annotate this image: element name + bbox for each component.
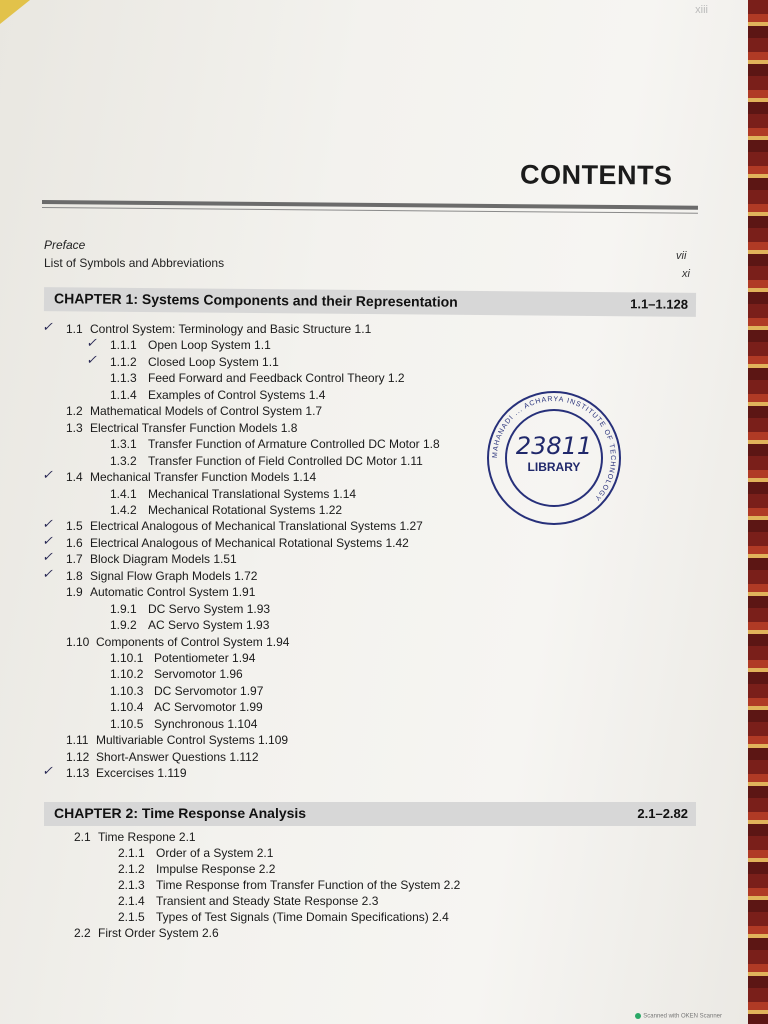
stamp-number: 23811 <box>515 432 593 460</box>
toc-entry-1-1-2 <box>110 355 279 369</box>
toc-entry-1-10 <box>66 635 289 649</box>
scanner-text: Scanned with OKEN Scanner <box>643 1014 722 1020</box>
toc-entry-1-1-4 <box>110 388 325 402</box>
toc-entry-text: Signal Flow Graph Models 1.72 <box>90 568 258 583</box>
toc-entry-text: Transfer Function of Field Controlled DC Motor 1.11 <box>148 453 423 468</box>
toc-entry-text: Open Loop System 1.1 <box>148 338 271 353</box>
toc-entry-text: Block Diagram Models 1.51 <box>90 552 237 567</box>
toc-entry-number: 1.13 <box>66 766 90 781</box>
toc-entry-1-10-5 <box>110 717 257 731</box>
toc-entry-text: Excercises 1.119 <box>96 766 187 781</box>
toc-entry-2-1 <box>74 830 196 844</box>
toc-entry-number: 1.9 <box>66 585 83 600</box>
toc-entry-1-3 <box>66 421 297 435</box>
toc-entry-1-1-3 <box>110 371 405 385</box>
toc-entry-1-9-2 <box>110 618 269 632</box>
chapter-1-heading <box>44 287 696 317</box>
toc-entry-text: Automatic Control System 1.91 <box>90 585 256 600</box>
toc-entry-number: 1.10 <box>66 634 90 649</box>
toc-entry-text: Electrical Analogous of Mechanical Translational Systems 1.27 <box>90 519 423 534</box>
toc-entry-2-2 <box>74 926 219 940</box>
toc-entry-text: AC Servomotor 1.99 <box>154 700 263 715</box>
handwritten-check-icon: ✓ <box>42 516 53 532</box>
scanner-logo-icon <box>635 1013 641 1019</box>
handwritten-check-icon: ✓ <box>42 319 53 334</box>
stamp-ring-text: MAHANADI ... ACHARYA INSTITUTE OF TECHNOLOGY <box>491 395 617 503</box>
toc-entry-number: 2.1.2 <box>118 862 145 876</box>
toc-entry-number: 1.6 <box>66 535 83 550</box>
toc-entry-text: Transient and Steady State Response 2.3 <box>156 894 379 908</box>
toc-entry-text: Closed Loop System 1.1 <box>148 354 279 369</box>
toc-entry-number: 1.8 <box>66 568 83 583</box>
front-preface: Preface <box>44 238 86 252</box>
chapter-1-range: 1.1–1.128 <box>630 296 689 312</box>
toc-entry-number: 1.1.1 <box>110 338 137 353</box>
toc-entry-text: Electrical Analogous of Mechanical Rotational Systems 1.42 <box>90 535 409 550</box>
toc-entry-number: 1.3 <box>66 420 83 435</box>
toc-entry-number: 1.3.2 <box>110 453 137 468</box>
toc-entry-number: 1.11 <box>66 733 89 748</box>
handwritten-check-icon: ✓ <box>42 467 53 483</box>
toc-entry-number: 1.10.1 <box>110 651 144 665</box>
chapter-2-heading <box>44 802 696 826</box>
toc-entry-number: 1.7 <box>66 552 83 567</box>
toc-entry-number: 1.5 <box>66 519 83 534</box>
toc-entry-2-1-4 <box>118 894 378 908</box>
toc-entry-1-1-1 <box>110 338 271 352</box>
toc-entry-1-3-1 <box>110 437 440 451</box>
handwritten-check-icon: ✓ <box>86 335 97 351</box>
toc-entry-text: Impulse Response 2.2 <box>156 862 276 876</box>
toc-entry-number: 1.10.4 <box>110 700 144 715</box>
toc-entry-text: Mathematical Models of Control System 1.7 <box>90 404 323 419</box>
chapter-2-range: 2.1–2.82 <box>637 806 688 821</box>
toc-entry-text: Mechanical Transfer Function Models 1.14 <box>90 470 317 485</box>
toc-entry-1-10-4 <box>110 700 263 714</box>
toc-entry-number: 1.2 <box>66 404 83 419</box>
toc-entry-text: Mechanical Translational Systems 1.14 <box>148 486 357 501</box>
library-stamp <box>484 388 624 528</box>
toc-entry-text: Order of a System 2.1 <box>156 846 274 860</box>
chapter-2-title: CHAPTER 2: Time Response Analysis <box>54 805 307 821</box>
toc-entry-text: AC Servo System 1.93 <box>148 618 270 633</box>
toc-entry-1-4-1 <box>110 487 356 501</box>
toc-entry-number: 1.4 <box>66 470 83 485</box>
handwritten-check-icon: ✓ <box>42 763 53 779</box>
toc-entry-number: 1.10.5 <box>110 716 144 731</box>
toc-entry-1-7 <box>66 552 237 566</box>
toc-entry-text: Transfer Function of Armature Controlled DC Motor 1.8 <box>148 437 440 452</box>
toc-entry-number: 1.1.3 <box>110 371 137 386</box>
toc-entry-text: Servomotor 1.96 <box>154 667 243 682</box>
front-preface-page: vii <box>676 250 687 262</box>
toc-entry-1-9-1 <box>110 602 270 616</box>
toc-entry-number: 2.1 <box>74 830 91 844</box>
toc-entry-1-10-1 <box>110 651 255 665</box>
page-title: CONTENTS <box>519 159 673 191</box>
toc-entry-1-8 <box>66 569 257 583</box>
book-edge <box>748 0 768 1024</box>
front-symbols: List of Symbols and Abbreviations <box>44 256 225 270</box>
toc-entry-number: 1.3.1 <box>110 437 137 452</box>
toc-entry-1-11 <box>66 733 288 747</box>
toc-entry-1-3-2 <box>110 454 423 468</box>
toc-entry-text: Feed Forward and Feedback Control Theory 1.2 <box>148 371 405 386</box>
toc-entry-number: 1.12 <box>66 749 90 764</box>
toc-entry-number: 2.2 <box>74 926 91 940</box>
toc-entry-number: 1.10.3 <box>110 683 144 698</box>
handwritten-check-icon: ✓ <box>42 565 53 581</box>
toc-entry-1-10-2 <box>110 667 243 681</box>
front-symbols-page: xi <box>682 268 690 280</box>
toc-entry-text: Multivariable Control Systems 1.109 <box>96 733 289 748</box>
toc-entry-number: 2.1.1 <box>118 846 145 860</box>
toc-entry-number: 1.1.2 <box>110 354 137 369</box>
toc-entry-text: Components of Control System 1.94 <box>96 634 290 649</box>
toc-entry-text: Time Respone 2.1 <box>98 830 196 844</box>
toc-entry-number: 1.1 <box>66 322 83 336</box>
toc-entry-2-1-1 <box>118 846 273 860</box>
toc-entry-1-9 <box>66 585 255 599</box>
handwritten-check-icon: ✓ <box>42 549 53 565</box>
toc-entry-text: Examples of Control Systems 1.4 <box>148 387 326 402</box>
scanner-watermark <box>635 1013 722 1020</box>
toc-entry-1-1 <box>66 322 371 336</box>
toc-entry-number: 2.1.4 <box>118 894 145 908</box>
toc-entry-text: First Order System 2.6 <box>98 926 219 940</box>
toc-entry-1-13 <box>66 766 187 780</box>
toc-entry-number: 1.10.2 <box>110 667 144 682</box>
toc-entry-text: Control System: Terminology and Basic Structure 1.1 <box>90 322 372 336</box>
toc-entry-text: Mechanical Rotational Systems 1.22 <box>148 502 343 517</box>
toc-entry-2-1-2 <box>118 862 275 876</box>
toc-entry-1-6 <box>66 536 409 550</box>
toc-entry-2-1-5 <box>118 910 449 924</box>
handwritten-check-icon: ✓ <box>86 351 97 367</box>
toc-entry-2-1-3 <box>118 878 460 892</box>
toc-entry-1-12 <box>66 750 259 764</box>
toc-entry-text: Types of Test Signals (Time Domain Specifications) 2.4 <box>156 910 449 924</box>
chapter-1-title: CHAPTER 1: Systems Components and their Representation <box>53 290 458 310</box>
toc-entry-number: 1.9.1 <box>110 601 137 616</box>
toc-entry-1-2 <box>66 404 322 418</box>
toc-entry-number: 1.9.2 <box>110 618 137 633</box>
toc-entry-number: 1.4.1 <box>110 486 137 501</box>
toc-entry-text: Short-Answer Questions 1.112 <box>96 749 259 764</box>
toc-entry-text: DC Servo System 1.93 <box>148 601 271 616</box>
toc-entry-number: 2.1.5 <box>118 910 145 924</box>
page-corner <box>0 0 30 24</box>
toc-entry-text: DC Servomotor 1.97 <box>154 683 264 698</box>
toc-entry-text: Synchronous 1.104 <box>154 716 258 731</box>
toc-entry-text: Time Response from Transfer Function of the System 2.2 <box>156 878 461 892</box>
toc-entry-text: Electrical Transfer Function Models 1.8 <box>90 420 298 435</box>
stamp-label: LIBRARY <box>527 460 581 474</box>
toc-entry-number: 1.4.2 <box>110 502 137 517</box>
toc-entry-text: Potentiometer 1.94 <box>154 651 256 665</box>
top-page-number: xiii <box>695 4 708 16</box>
toc-entry-number: 1.1.4 <box>110 387 137 402</box>
handwritten-check-icon: ✓ <box>42 532 53 548</box>
toc-entry-1-5 <box>66 519 423 533</box>
toc-entry-1-4-2 <box>110 503 342 517</box>
toc-entry-number: 2.1.3 <box>118 878 145 892</box>
toc-entry-1-4 <box>66 470 316 484</box>
toc-entry-1-10-3 <box>110 684 263 698</box>
